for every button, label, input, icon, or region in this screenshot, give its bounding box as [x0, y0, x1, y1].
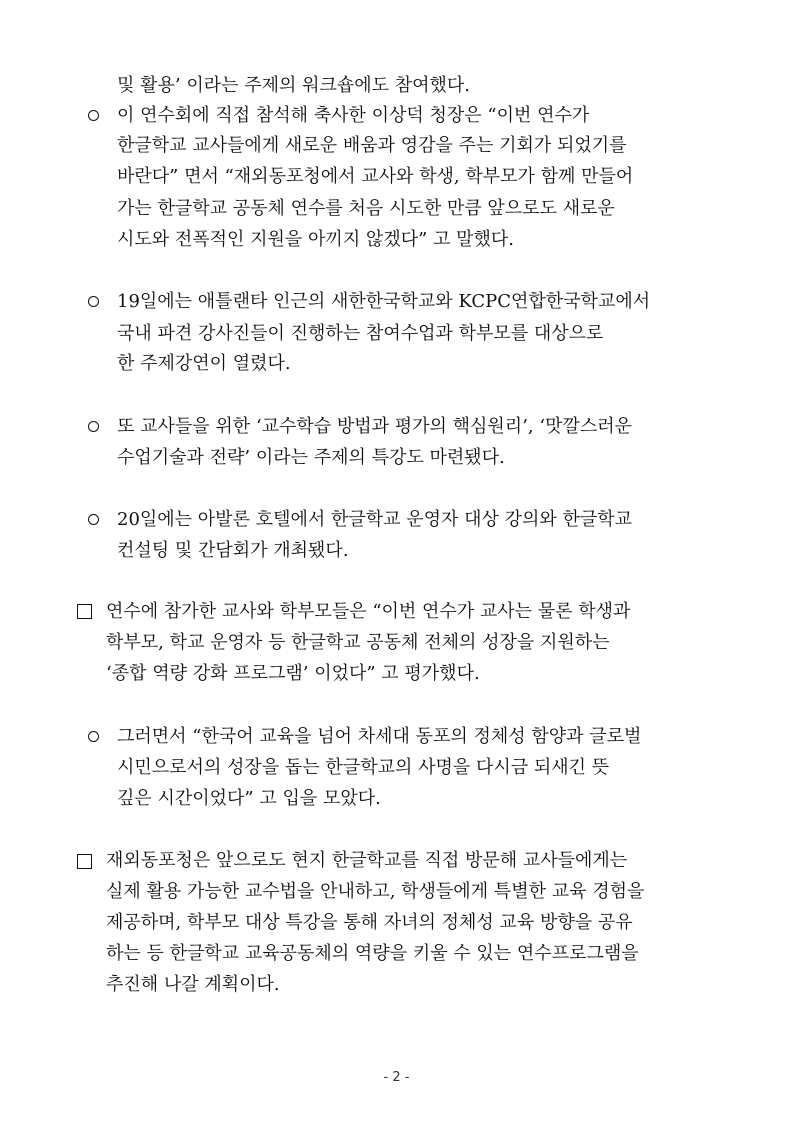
body-line: 깊은 시간이었다” 고 입을 모았다.	[117, 788, 381, 809]
body-line: 추진해 나갈 계획이다.	[106, 974, 280, 995]
body-line: ‘종합 역량 강화 프로그램’ 이었다” 고 평가했다.	[106, 663, 480, 684]
bullet-circle-icon	[88, 296, 99, 307]
body-line: 실제 활용 가능한 교수법을 안내하고, 학생들에게 특별한 교육 경험을	[106, 881, 645, 902]
body-line: 시도와 전폭적인 지원을 아끼지 않겠다” 고 말했다.	[117, 229, 515, 250]
bullet-circle-icon	[88, 421, 99, 432]
page-number: - 2 -	[383, 1070, 410, 1085]
body-line: 한글학교 교사들에게 새로운 배움과 영감을 주는 기회가 되었기를	[117, 135, 627, 156]
body-line: 컨설팅 및 간담회가 개최됐다.	[117, 540, 349, 561]
bullet-circle-icon	[88, 110, 99, 121]
body-line: 국내 파견 강사진들이 진행하는 참여수업과 학부모를 대상으로	[117, 323, 604, 344]
body-line: 학부모, 학교 운영자 등 한글학교 공동체 전체의 성장을 지원하는	[106, 632, 610, 653]
body-line: 연수에 참가한 교사와 학부모들은 “이번 연수가 교사는 물론 학생과	[106, 601, 631, 622]
body-line: 및 활용’ 이라는 주제의 워크숍에도 참여했다.	[117, 75, 471, 96]
body-line: 시민으로서의 성장을 돕는 한글학교의 사명을 다시금 되새긴 뜻	[117, 757, 610, 778]
bullet-circle-icon	[88, 514, 99, 525]
body-line: 이 연수회에 직접 참석해 축사한 이상덕 청장은 “이번 연수가	[117, 105, 590, 126]
body-line: 20일에는 아발론 호텔에서 한글학교 운영자 대상 강의와 한글학교	[117, 509, 633, 530]
bullet-square-icon	[77, 854, 92, 869]
body-line: 수업기술과 전략’ 이라는 주제의 특강도 마련됐다.	[117, 447, 505, 468]
body-line: 하는 등 한글학교 교육공동체의 역량을 키울 수 있는 연수프로그램을	[106, 943, 639, 964]
body-line: 또 교사들을 위한 ‘교수학습 방법과 평가의 핵심원리’, ‘맛깔스러운	[117, 416, 633, 437]
bullet-circle-icon	[88, 731, 99, 742]
body-line: 제공하며, 학부모 대상 특강을 통해 자녀의 정체성 교육 방향을 공유	[106, 912, 633, 933]
bullet-square-icon	[77, 604, 92, 619]
body-line: 재외동포청은 앞으로도 현지 한글학교를 직접 방문해 교사들에게는	[106, 850, 628, 871]
body-line: 그러면서 “한국어 교육을 넘어 차세대 동포의 정체성 함양과 글로벌	[117, 726, 642, 747]
body-line: 가는 한글학교 공동체 연수를 처음 시도한 만큼 앞으로도 새로운	[117, 198, 615, 219]
body-line: 19일에는 애틀랜타 인근의 새한한국학교와 KCPC연합한국학교에서	[117, 291, 651, 312]
body-line: 바란다” 면서 “재외동포청에서 교사와 학생, 학부모가 함께 만들어	[117, 166, 634, 187]
body-line: 한 주제강연이 열렸다.	[117, 353, 291, 374]
